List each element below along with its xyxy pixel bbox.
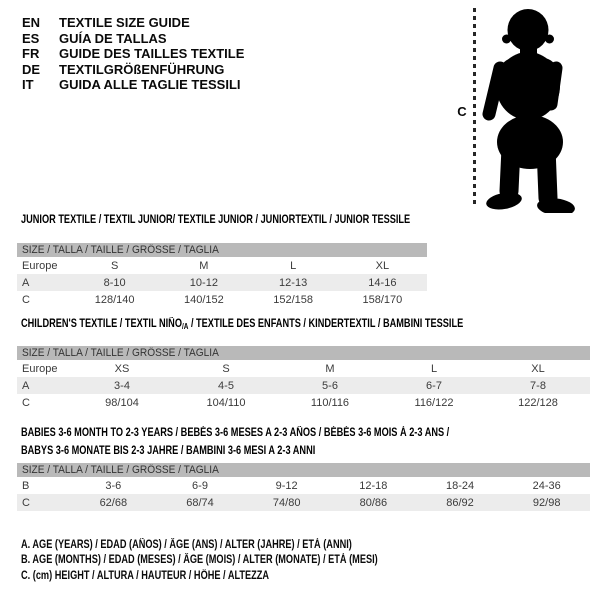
language-label: TEXTILGRÖßENFÜHRUNG <box>59 61 225 77</box>
table-row-height <box>17 291 427 308</box>
row-label: A <box>22 379 30 392</box>
table-cell: 6-7 <box>426 379 442 392</box>
language-label: GUIDE DES TAILLES TEXTILE <box>59 46 245 62</box>
table-cell: 98/104 <box>105 396 139 409</box>
table-cell: 3-4 <box>114 379 130 392</box>
table-cell: 86/92 <box>446 496 474 509</box>
table-cell: M <box>199 259 209 272</box>
table-cell: 14-16 <box>368 276 397 289</box>
table-cell: 62/68 <box>99 496 128 509</box>
babies-table-title-line1: BABIES 3-6 MONTH TO 2-3 YEARS / BEBÉS 3-6 MESES A 2-3 AÑOS / BÉBÉS 3-6 MOIS À 2-3 ANS / <box>21 427 450 439</box>
table-cell: 12-18 <box>359 479 388 492</box>
size-header-row <box>17 346 590 360</box>
language-code: FR <box>22 46 40 62</box>
height-measure-label: C <box>457 104 467 119</box>
table-cell: 18-24 <box>445 479 475 492</box>
table-row-age-years <box>17 274 427 291</box>
table-cell: 4-5 <box>218 379 234 392</box>
table-cell: S <box>110 259 119 272</box>
babies-table-title-line2: BABYS 3-6 MONATE BIS 2-3 JAHRE / BAMBINI 3-6 MESI A 2-3 ANNI <box>21 445 316 457</box>
language-code: IT <box>22 77 34 93</box>
language-label: GUIDA ALLE TAGLIE TESSILI <box>59 77 241 93</box>
size-table-children <box>17 346 590 411</box>
size-header-label: SIZE / TALLA / TAILLE / GRÖSSE / TAGLIA <box>22 347 219 359</box>
language-header <box>22 15 244 93</box>
size-header-row <box>17 463 590 477</box>
footnote-text: A. AGE (YEARS) / EDAD (AÑOS) / ÂGE (ANS) / ALTER (JAHRE) / ETÀ (ANNI) <box>21 538 352 551</box>
table-row-age-months <box>17 477 590 494</box>
legend-footnotes <box>21 537 467 584</box>
table-cell: XL <box>375 259 390 272</box>
babies-table-title <box>21 424 556 460</box>
size-header-label: SIZE / TALLA / TAILLE / GRÖSSE / TAGLIA <box>22 464 219 476</box>
language-row-es <box>22 31 244 47</box>
title-part: / TEXTILE DES ENFANTS / KINDERTEXTIL / BAMBINI TESSILE <box>188 318 464 330</box>
table-cell: 128/140 <box>94 293 135 306</box>
children-table-title <box>21 315 574 336</box>
table-cell: XL <box>531 362 545 375</box>
row-label: C <box>22 293 30 306</box>
size-header-row <box>17 243 427 257</box>
table-cell: 140/152 <box>183 293 224 306</box>
language-code: DE <box>22 61 41 77</box>
size-header-label: SIZE / TALLA / TAILLE / GRÖSSE / TAGLIA <box>22 244 219 256</box>
row-label: B <box>22 479 30 492</box>
language-code: EN <box>22 15 41 31</box>
language-row-it <box>22 77 244 93</box>
table-cell: 24-36 <box>532 479 561 492</box>
table-cell: 116/122 <box>414 396 454 409</box>
row-label: A <box>22 276 30 289</box>
footnote-a <box>21 537 467 553</box>
table-cell: XS <box>114 362 130 375</box>
table-row-europe <box>17 360 590 377</box>
table-cell: 3-6 <box>105 479 122 492</box>
table-row-height <box>17 394 590 411</box>
table-cell: 10-12 <box>189 276 218 289</box>
footnote-c <box>21 568 467 584</box>
table-cell: S <box>222 362 230 375</box>
table-cell: 80/86 <box>359 496 388 509</box>
row-label: C <box>22 496 30 509</box>
table-cell: 6-9 <box>192 479 208 492</box>
junior-table-title <box>21 211 507 229</box>
row-label: Europe <box>22 259 58 272</box>
table-cell: 110/116 <box>310 396 350 409</box>
table-cell: 7-8 <box>530 379 546 392</box>
footnote-text: C. (cm) HEIGHT / ALTURA / HAUTEUR / HÖHE / ALTEZZA <box>21 569 270 582</box>
language-label: GUÍA DE TALLAS <box>59 30 167 46</box>
table-cell: 74/80 <box>272 496 301 509</box>
title-subscript: /A <box>181 322 189 331</box>
table-cell: M <box>325 362 335 375</box>
footnote-b <box>21 553 467 569</box>
junior-table-title-text: JUNIOR TEXTILE / TEXTIL JUNIOR/ TEXTILE JUNIOR / JUNIORTEXTIL / JUNIOR TESSILE <box>21 214 411 226</box>
title-part: CHILDREN'S TEXTILE / TEXTIL NIÑO <box>21 318 182 330</box>
row-label: Europe <box>22 362 58 375</box>
table-row-europe <box>17 257 427 274</box>
table-cell: 152/158 <box>273 293 313 306</box>
table-cell: 8-10 <box>103 276 126 289</box>
height-measure-dashed-line <box>473 8 476 207</box>
size-table-junior <box>17 243 427 308</box>
language-label: TEXTILE SIZE GUIDE <box>59 15 190 31</box>
table-cell: 158/170 <box>362 293 403 306</box>
table-cell: 68/74 <box>186 496 214 509</box>
table-cell: 92/98 <box>532 496 561 509</box>
table-row-age-years <box>17 377 590 394</box>
language-code: ES <box>22 30 40 46</box>
language-row-fr <box>22 46 244 62</box>
table-cell: 104/110 <box>206 396 246 409</box>
table-cell: L <box>290 259 297 272</box>
footnote-text: B. AGE (MONTHS) / EDAD (MESES) / ÂGE (MOIS) / ALTER (MONATE) / ETÀ (MESI) <box>21 554 378 567</box>
baby-silhouette-icon <box>480 8 580 213</box>
children-table-title-text <box>21 315 463 336</box>
language-row-en <box>22 15 244 31</box>
table-row-height <box>17 494 590 511</box>
table-cell: 9-12 <box>275 479 298 492</box>
row-label: C <box>22 396 30 409</box>
table-cell: L <box>430 362 438 375</box>
language-row-de <box>22 62 244 78</box>
table-cell: 12-13 <box>279 276 308 289</box>
size-table-babies <box>17 463 590 511</box>
table-cell: 122/128 <box>518 396 558 409</box>
table-cell: 5-6 <box>322 379 338 392</box>
